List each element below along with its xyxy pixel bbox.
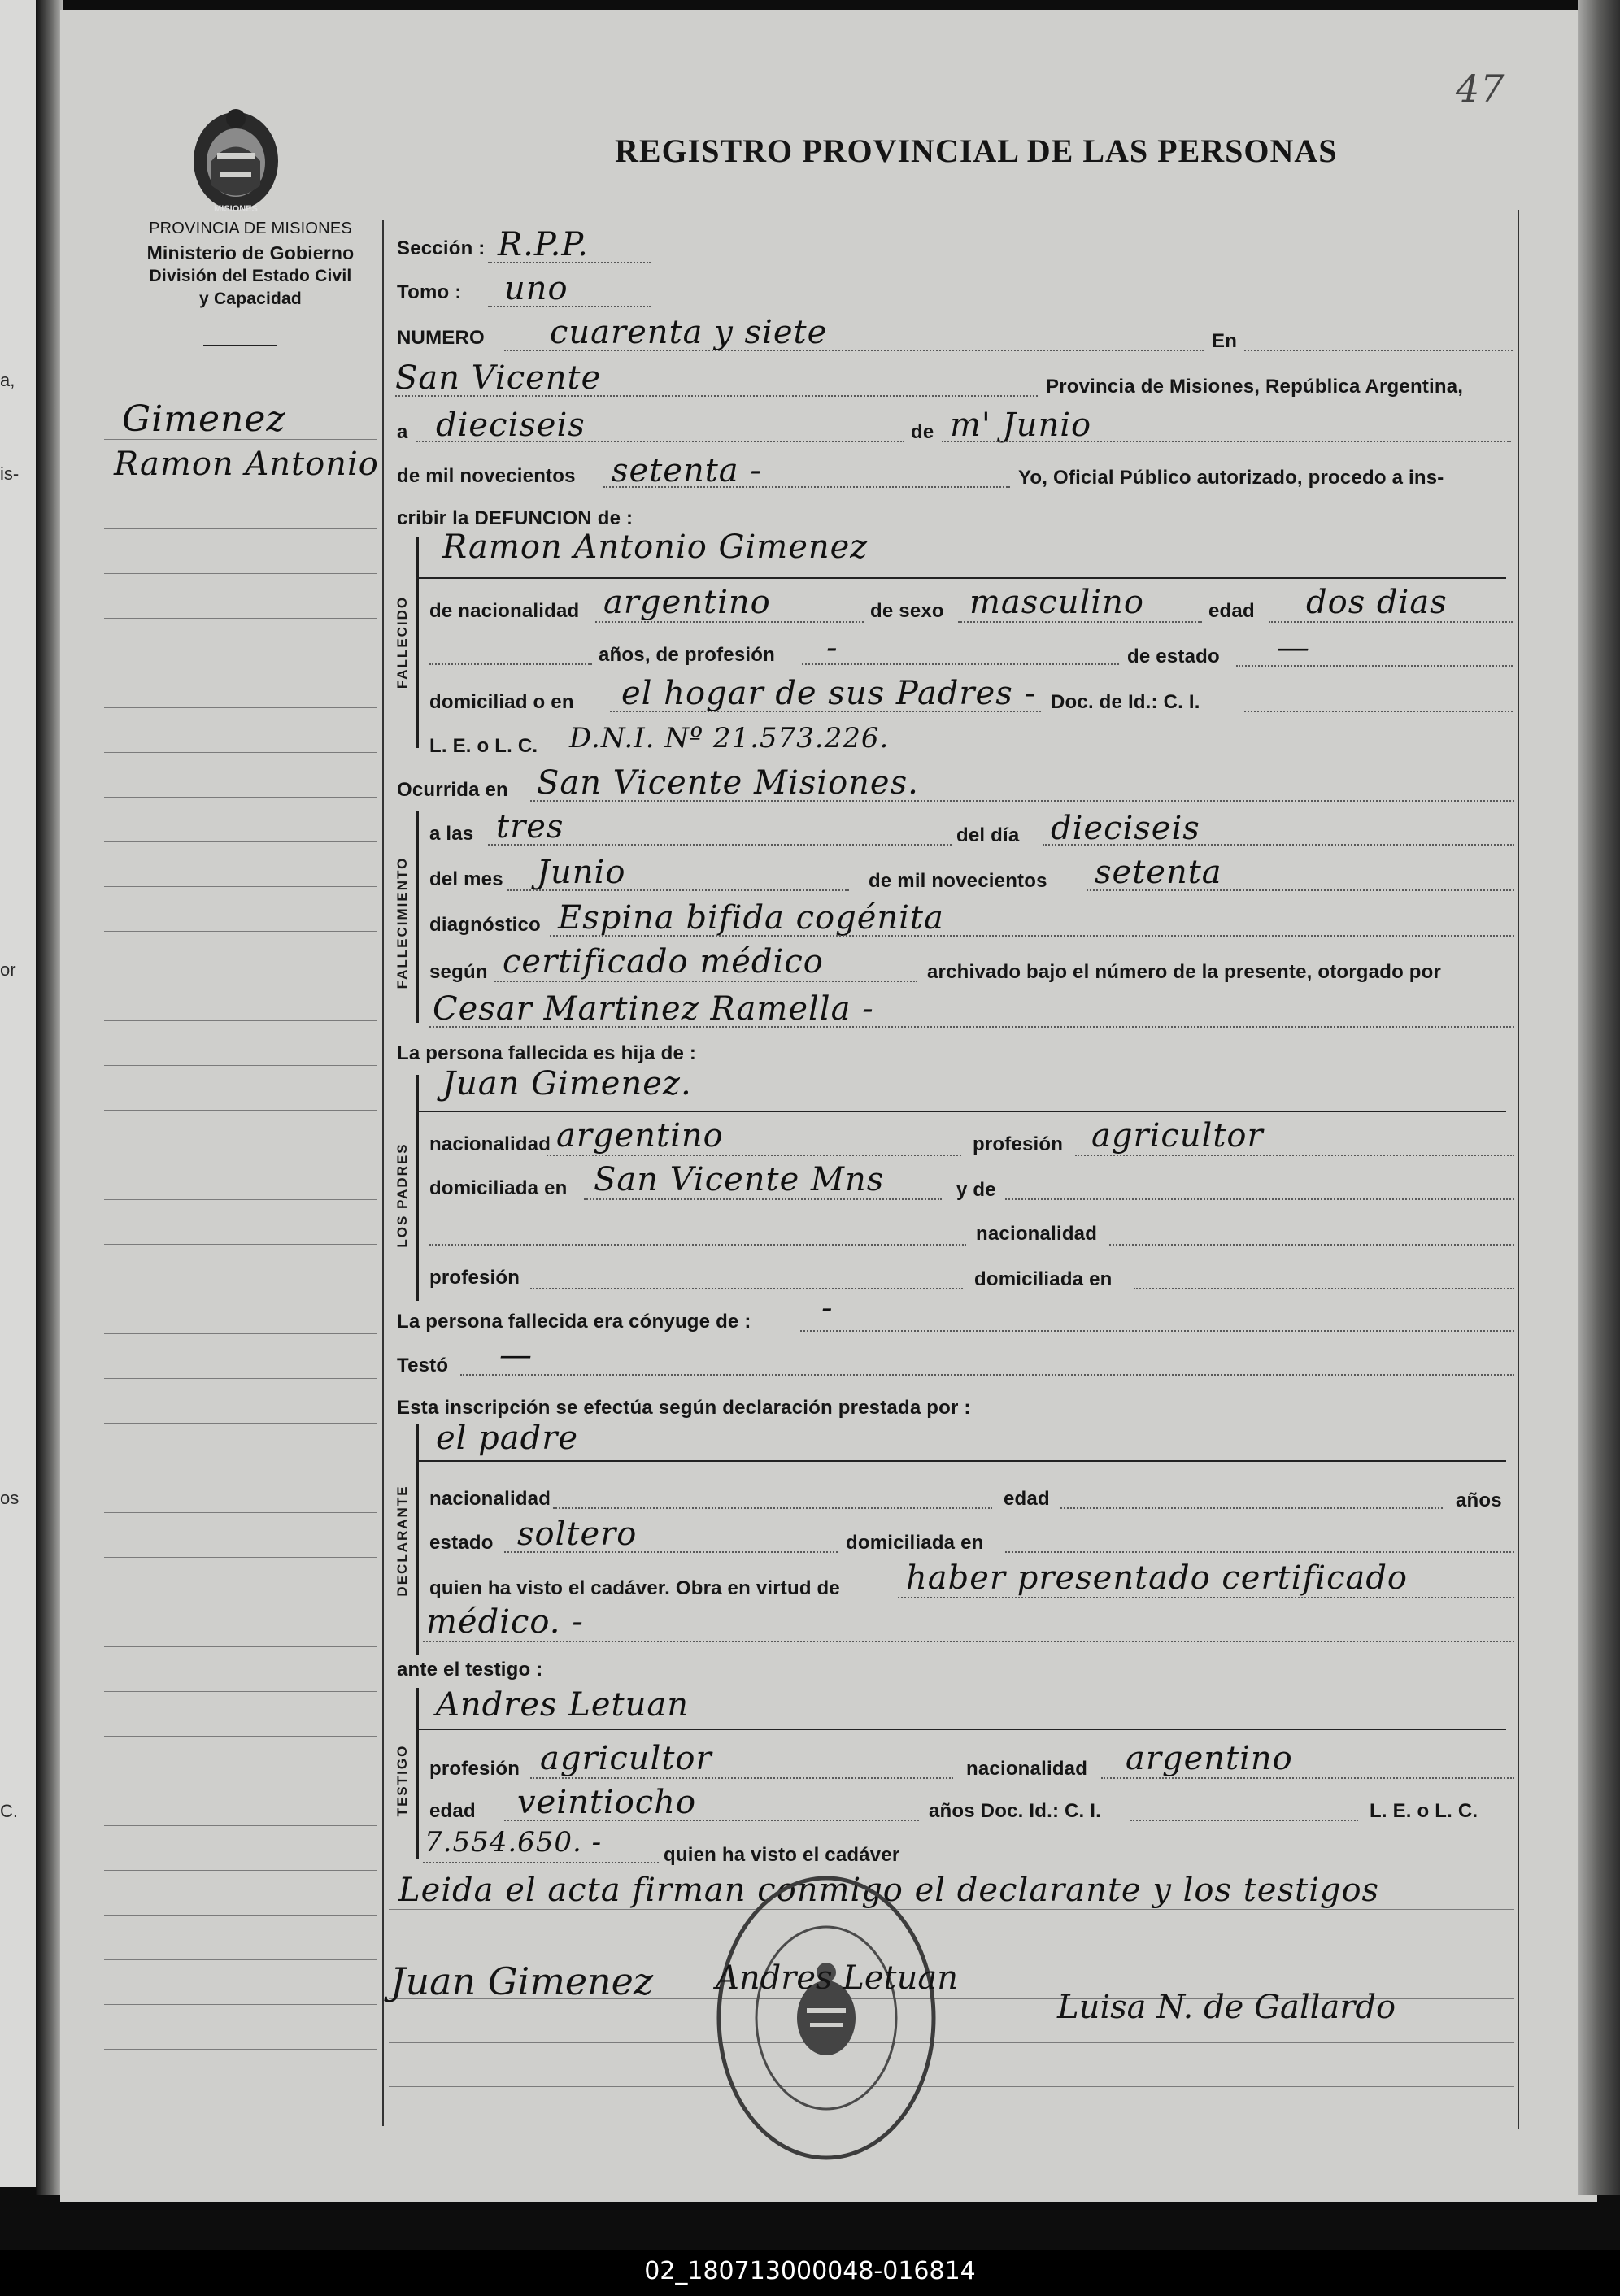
testigo-bracket [416,1688,419,1859]
rule [550,935,1514,937]
testigo-visto-label: quien ha visto el cadáver [664,1844,900,1866]
signature-testigo: Andres Letuan [716,1959,958,1997]
declarante-nacionalidad-label: nacionalidad [429,1488,551,1510]
closing-statement: Leida el acta firman conmigo el declarante y los testigos [398,1872,1380,1909]
rule [1236,665,1513,667]
oficial-text: Yo, Oficial Público autorizado, procedo a ins- [1018,467,1444,489]
fallecimiento-section-label: FALLECIMIENTO [394,856,410,989]
rule [530,1777,953,1779]
diag-label: diagnóstico [429,914,541,936]
rule [416,1729,1506,1730]
fallecimiento-bracket [416,811,419,1023]
conyuge-label: La persona fallecida era cónyuge de : [397,1311,751,1333]
ocurrida-label: Ocurrida en [397,779,508,801]
fallecido-nacionalidad-label: de nacionalidad [429,600,580,622]
rule [1005,1198,1514,1200]
declarante-estado-label: estado [429,1532,494,1554]
page-stack-edge [1578,0,1620,2195]
declarante-visto-value2: médico. - [426,1603,584,1641]
rule [488,262,651,263]
testigo-doc-value: 7.554.650. - [425,1826,603,1859]
rule [1269,621,1513,623]
declarante-visto-label: quien ha visto el cadáver. Obra en virtud de [429,1577,840,1599]
rule [1130,1820,1358,1821]
padres-section-label: LOS PADRES [394,1142,410,1248]
rule [416,577,1506,579]
mes-value: Junio [537,854,626,891]
rule [1109,1244,1514,1246]
declarante-estado-value: soltero [517,1515,638,1553]
fallecido-edad-label: edad [1208,600,1255,622]
rule [494,981,917,982]
ministry-line4: y Capacidad [199,289,302,308]
rule [530,1288,963,1289]
fallecido-estado-label: de estado [1127,646,1220,667]
testigo-nacionalidad-value: argentino [1126,1740,1293,1777]
medico-value: Cesar Martinez Ramella - [433,990,874,1028]
en-label: En [1212,330,1238,352]
fallecido-profesion-value: - [826,629,838,667]
madre-profesion-label: profesión [429,1267,520,1289]
fallecimiento-mil-label: de mil novecientos [869,870,1047,892]
numero-value: cuarenta y siete [550,314,828,351]
padres-bracket [416,1075,419,1301]
rule [504,1820,919,1821]
fallecido-nacionalidad-value: argentino [603,584,771,621]
dia-label: del día [956,824,1020,846]
anio-value: setenta - [612,452,762,489]
rule [610,711,1041,712]
rule [1043,844,1514,846]
de-label: de [911,421,934,443]
testigo-nombre: Andres Letuan [436,1686,689,1724]
binding-shadow [36,0,63,2195]
rule [504,1551,838,1553]
declarante-bracket [416,1424,419,1655]
mes-value: m' Junio [950,407,1092,444]
fallecido-domicilio-label: domiciliad o en [429,691,574,713]
prev-fragment: a, [0,370,15,390]
rule [1060,1507,1443,1509]
rule [423,1862,659,1863]
rule [416,441,904,442]
madre-domiciliada-label: domiciliada en [974,1268,1113,1290]
tomo-label: Tomo : [397,281,462,303]
mes-label: del mes [429,868,503,890]
rule [429,1026,1514,1028]
rule [553,1507,992,1509]
dia-value: dieciseis [1051,810,1200,847]
rule [389,2086,1514,2087]
rule [488,844,952,846]
padre-nacionalidad-value: argentino [556,1117,724,1155]
segun-label: según [429,961,488,983]
testigo-edad-value: veintiocho [517,1784,697,1821]
prev-fragment: is- [0,463,20,484]
emblem-text: MISIONES [214,204,258,214]
declarante-anios-label: años [1456,1489,1502,1511]
margin-separator [382,220,384,2126]
a-label: a [397,421,408,443]
declarante-intro: Esta inscripción se efectúa según declaración prestada por : [397,1397,971,1419]
inscribir-text: cribir la DEFUNCION de : [397,507,634,529]
seccion-value: R.P.P. [498,226,589,263]
document-title: REGISTRO PROVINCIAL DE LAS PERSONAS [615,133,1338,169]
rule [584,1198,942,1200]
testigo-le-label: L. E. o L. C. [1370,1800,1478,1822]
testo-value: — [499,1337,533,1374]
madre-nacionalidad-label: nacionalidad [976,1223,1098,1245]
archivado-text: archivado bajo el número de la presente, otorgado por [927,961,1442,983]
ocurrida-value: San Vicente Misiones. [537,764,919,802]
hora-label: a las [429,823,474,845]
fallecido-nombre: Ramon Antonio Gimenez [442,528,869,566]
fallecido-le-value: D.N.I. Nº 21.573.226. [569,722,890,754]
rule [460,1374,1514,1376]
fallecido-doc-label: Doc. de Id.: C. I. [1051,691,1200,713]
signature-declarante: Juan Gimenez [390,1959,654,2003]
rule [1075,1155,1514,1156]
testigo-profesion-value: agricultor [540,1740,712,1777]
ministry-line2: Ministerio de Gobierno [146,242,355,263]
declarante-edad-label: edad [1004,1488,1050,1510]
fallecido-sexo-label: de sexo [870,600,944,622]
rule [416,1111,1506,1112]
rule [942,441,1511,442]
rule [1005,1551,1514,1553]
conyuge-value: - [821,1289,834,1327]
rule [1101,1777,1514,1779]
fallecido-le-label: L. E. o L. C. [429,735,538,757]
fallecido-anios-label: años, de profesión [599,644,775,666]
testigo-profesion-label: profesión [429,1758,520,1780]
fallecido-sexo-value: masculino [969,584,1144,621]
fallecido-domicilio-value: el hogar de sus Padres - [621,675,1036,712]
provincia-text: Provincia de Misiones, República Argentina, [1046,376,1464,398]
prev-fragment: C. [0,1801,18,1821]
rule [1244,711,1513,712]
hora-value: tres [496,808,564,846]
rule [800,1330,1514,1332]
rule [1134,1288,1514,1289]
rule [416,1460,1506,1462]
prev-fragment: or [0,959,16,980]
fallecido-edad-value: dos dias [1306,584,1448,621]
diag-value: Espina bifida cogénita [558,899,944,937]
rule [898,1597,1514,1598]
ministry-line1: PROVINCIA DE MISIONES [149,220,352,237]
official-stamp-icon [704,1863,948,2172]
rule [802,663,1119,665]
fallecido-section-label: FALLECIDO [394,595,410,689]
rule [389,2042,1514,2043]
fallecido-estado-value: — [1277,629,1310,667]
mil-label: de mil novecientos [397,465,576,487]
ministry-divider [203,345,277,346]
testigo-edad-label: edad [429,1800,476,1822]
rule [389,1909,1514,1910]
rule [547,1155,961,1156]
footer-image-id: 02_180713000048-016814 [644,2257,976,2285]
padre-domiciliada-value: San Vicente Mns [594,1161,885,1198]
rule [488,306,651,307]
testigo-nacionalidad-label: nacionalidad [966,1758,1088,1780]
rule [603,486,1010,488]
padre-nombre: Juan Gimenez. [442,1065,692,1102]
tomo-value: uno [504,270,568,307]
provincial-emblem-icon [183,104,289,226]
prev-fragment: os [0,1488,20,1508]
rule [429,1244,966,1246]
signature-oficial: Luisa N. de Gallardo [1057,1989,1396,2026]
padre-nacionalidad-label: nacionalidad [429,1133,551,1155]
testo-label: Testó [397,1355,449,1376]
rule [423,1641,1514,1642]
margin-given-names: Ramon Antonio [114,446,379,483]
padre-domiciliada-label: domiciliada en [429,1177,568,1199]
rule [507,889,849,891]
padre-profesion-value: agricultor [1091,1117,1264,1155]
form-right-border [1518,210,1519,2129]
rule [1244,350,1513,351]
testigo-doc-label: años Doc. Id.: C. I. [929,1800,1102,1822]
numero-label: NUMERO [397,327,485,349]
declarante-domiciliada-label: domiciliada en [846,1532,984,1554]
previous-page-fragments [0,0,36,2187]
padres-hija-label: La persona fallecida es hija de : [397,1042,697,1064]
dia-value: dieciseis [436,407,586,444]
page-number: 47 [1456,67,1505,111]
fallecimiento-anio-value: setenta [1095,854,1222,891]
declarante-nombre: el padre [436,1420,579,1457]
rule [1087,889,1514,891]
segun-value: certificado médico [503,943,824,981]
rule [429,663,592,665]
rule [958,621,1202,623]
rule [595,621,864,623]
rule [530,800,1514,802]
testigo-ante-label: ante el testigo : [397,1659,543,1681]
seccion-label: Sección : [397,237,486,259]
fallecido-bracket [416,537,419,748]
declarante-section-label: DECLARANTE [394,1485,410,1597]
place-value: San Vicente [395,359,602,397]
declarante-visto-value: haber presentado certificado [906,1559,1409,1597]
yde-label: y de [956,1179,996,1201]
margin-surname: Gimenez [122,398,286,440]
testigo-section-label: TESTIGO [394,1744,410,1817]
ministry-line3: División del Estado Civil [149,267,352,285]
rule [395,395,1038,397]
rule [504,350,1204,351]
padre-profesion-label: profesión [973,1133,1064,1155]
